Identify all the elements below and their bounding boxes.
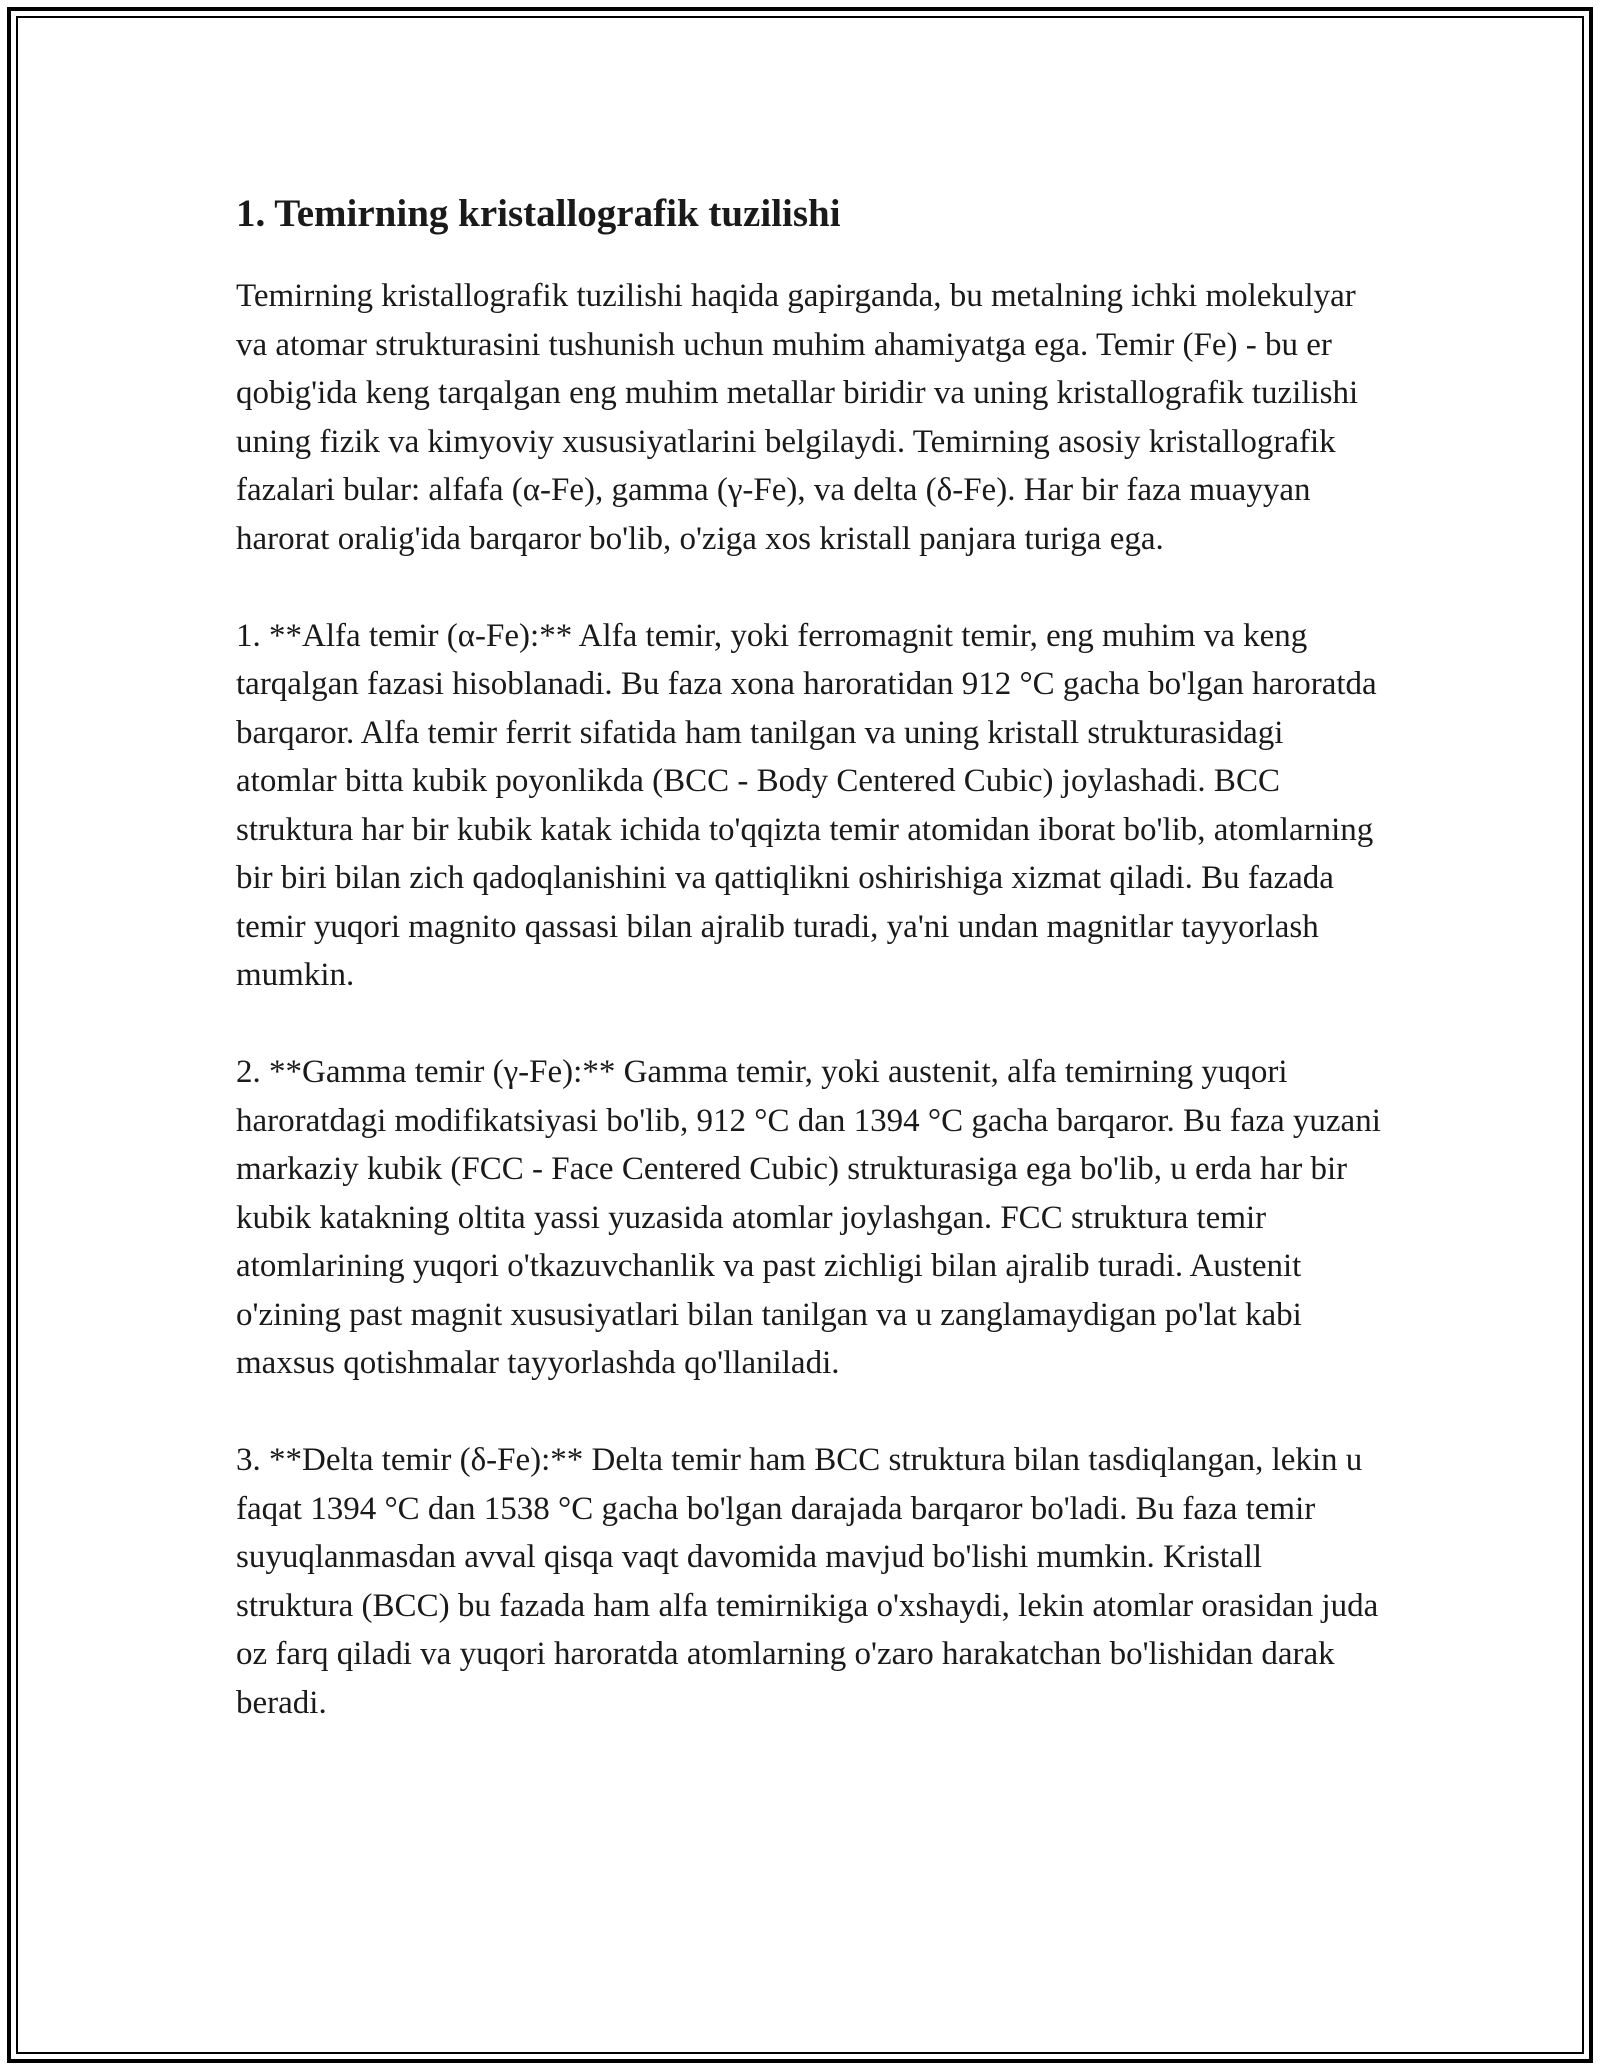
delta-iron-paragraph: 3. **Delta temir (δ-Fe):** Delta temir ham BCC struktura bilan tasdiqlangan, lekin u faqat 1394 °C dan 1538 °C gacha bo'lgan darajada barqaror bo'ladi. Bu faza temir suyuqlanmasdan avval qisqa vaqt davomida mavjud bo'lishi mumkin. Kristall struktura (BCC) bu fazada ham alfa temirnikiga o'xshaydi, lekin atomlar orasidan juda oz farq qiladi va yuqori haroratda atomlarning o'zaro harakatchan bo'lishidan darak beradi. [236,1442,1379,1721]
document-body [236,185,1386,1776]
intro-paragraph: Temirning kristallografik tuzilishi haqida gapirganda, bu metalning ichki molekulyar va atomar strukturasini tushunish uchun muhim ahamiyatga ega. Temir (Fe) - bu er qobig'ida keng tarqalgan eng muhim metallar biridir va uning kristallografik tuzilishi uning fizik va kimyoviy xususiyatlarini belgilaydi. Temirning asosiy kristallografik fazalari bular: alfafa (α-Fe), gamma (γ-Fe), va delta (δ-Fe). Har bir faza muayyan harorat oralig'ida barqaror bo'lib, o'ziga xos kristall panjara turiga ega. [236,278,1359,557]
gamma-iron-paragraph: 2. **Gamma temir (γ-Fe):** Gamma temir, yoki austenit, alfa temirning yuqori haroratdagi modifikatsiyasi bo'lib, 912 °C dan 1394 °C gacha barqaror. Bu faza yuzani markaziy kubik (FCC - Face Centered Cubic) strukturasiga ega bo'lib, u erda har bir kubik katakning oltita yassi yuzasida atomlar joylashgan. FCC struktura temir atomlarining yuqori o'tkazuvchanlik va past zichligi bilan ajralib turadi. Austenit o'zining past magnit xususiyatlari bilan tanilgan va u zanglamaydigan po'lat kabi maxsus qotishmalar tayyorlashda qo'llaniladi. [236,1054,1381,1381]
section-heading: 1. Temirning kristallografik tuzilishi [236,192,841,235]
alpha-iron-paragraph: 1. **Alfa temir (α-Fe):** Alfa temir, yoki ferromagnit temir, eng muhim va keng tarqalgan fazasi hisoblanadi. Bu faza xona haroratidan 912 °C gacha bo'lgan haroratda barqaror. Alfa temir ferrit sifatida ham tanilgan va uning kristall strukturasidagi atomlar bitta kubik poyonlikda (BCC - Body Centered Cubic) joylashadi. BCC struktura har bir kubik katak ichida to'qqizta temir atomidan iborat bo'lib, atomlarning bir biri bilan zich qadoqlanishini va qattiqlikni oshirishiga xizmat qiladi. Bu fazada temir yuqori magnito qassasi bilan ajralib turadi, ya'ni undan magnitlar tayyorlash mumkin. [236,617,1377,993]
